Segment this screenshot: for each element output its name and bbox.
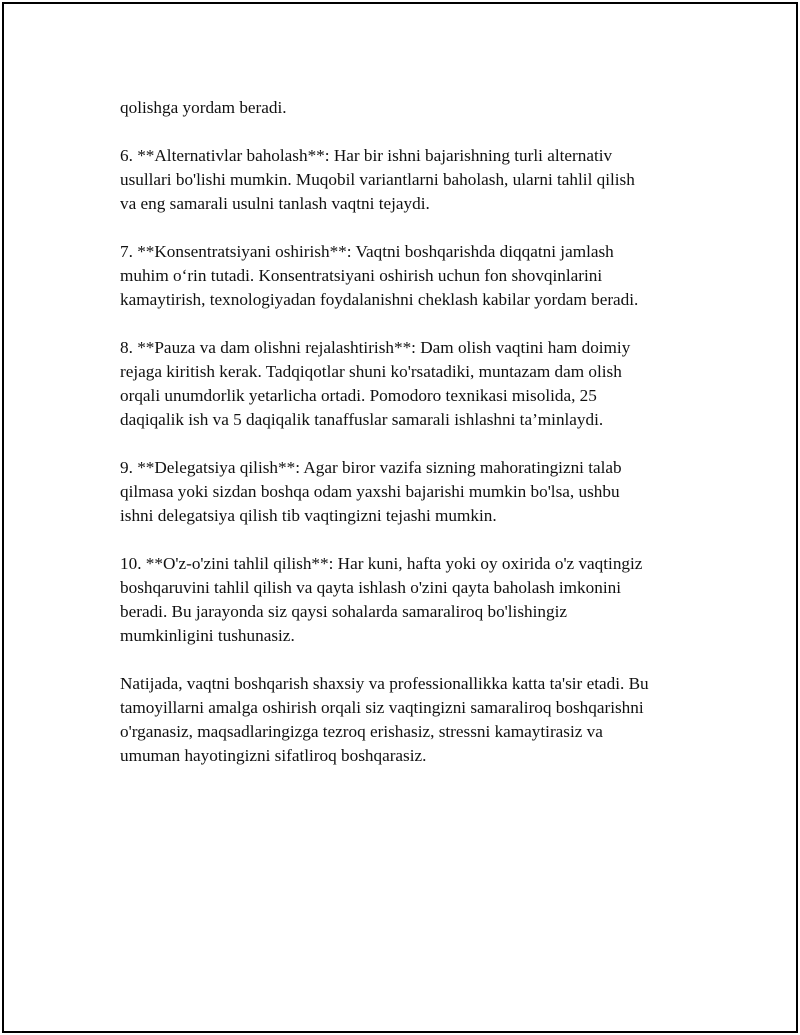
text-line: o'rganasiz, maqsadlaringizga tezroq erishasiz, stressni kamaytirasiz va [120,722,603,741]
text-line: 10. **O'z-o'zini tahlil qilish**: Har kuni, hafta yoki oy oxirida o'z vaqtingiz [120,554,643,573]
text-line: umuman hayotingizni sifatliroq boshqarasiz. [120,746,427,765]
text-line: mumkinligini tushunasiz. [120,626,295,645]
text-line: qilmasa yoki sizdan boshqa odam yaxshi bajarishi mumkin bo'lsa, ushbu [120,482,620,501]
paragraph-intro-tail [120,96,700,120]
document-page [2,2,798,1033]
text-line: boshqaruvini tahlil qilish va qayta ishlash o'zini qayta baholash imkonini [120,578,621,597]
paragraph-item-8 [120,336,700,432]
paragraph-conclusion [120,672,700,768]
text-line: 8. **Pauza va dam olishni rejalashtirish**: Dam olish vaqtini ham doimiy [120,338,631,357]
text-line: 6. **Alternativlar baholash**: Har bir ishni bajarishning turli alternativ [120,146,613,165]
paragraph-item-10 [120,552,700,648]
text-line: rejaga kiritish kerak. Tadqiqotlar shuni ko'rsatadiki, muntazam dam olish [120,362,622,381]
text-line: usullari bo'lishi mumkin. Muqobil variantlarni baholash, ularni tahlil qilish [120,170,635,189]
text-line: beradi. Bu jarayonda siz qaysi sohalarda samaraliroq bo'lishingiz [120,602,567,621]
text-line: qolishga yordam beradi. [120,98,287,117]
text-line: daqiqalik ish va 5 daqiqalik tanaffuslar samarali ishlashni ta’minlaydi. [120,410,604,429]
paragraph-item-9 [120,456,700,528]
paragraph-item-7 [120,240,700,312]
text-line: 9. **Delegatsiya qilish**: Agar biror vazifa sizning mahoratingizni talab [120,458,622,477]
text-line: orqali unumdorlik yetarlicha ortadi. Pomodoro texnikasi misolida, 25 [120,386,597,405]
text-line: ishni delegatsiya qilish tib vaqtingizni tejashi mumkin. [120,506,497,525]
document-body [120,96,700,792]
text-line: muhim o‘rin tutadi. Konsentratsiyani oshirish uchun fon shovqinlarini [120,266,603,285]
text-line: tamoyillarni amalga oshirish orqali siz vaqtingizni samaraliroq boshqarishni [120,698,644,717]
text-line: Natijada, vaqtni boshqarish shaxsiy va professionallikka katta ta'sir etadi. Bu [120,674,649,693]
text-line: va eng samarali usulni tanlash vaqtni tejaydi. [120,194,430,213]
paragraph-item-6 [120,144,700,216]
text-line: kamaytirish, texnologiyadan foydalanishni cheklash kabilar yordam beradi. [120,290,639,309]
text-line: 7. **Konsentratsiyani oshirish**: Vaqtni boshqarishda diqqatni jamlash [120,242,614,261]
